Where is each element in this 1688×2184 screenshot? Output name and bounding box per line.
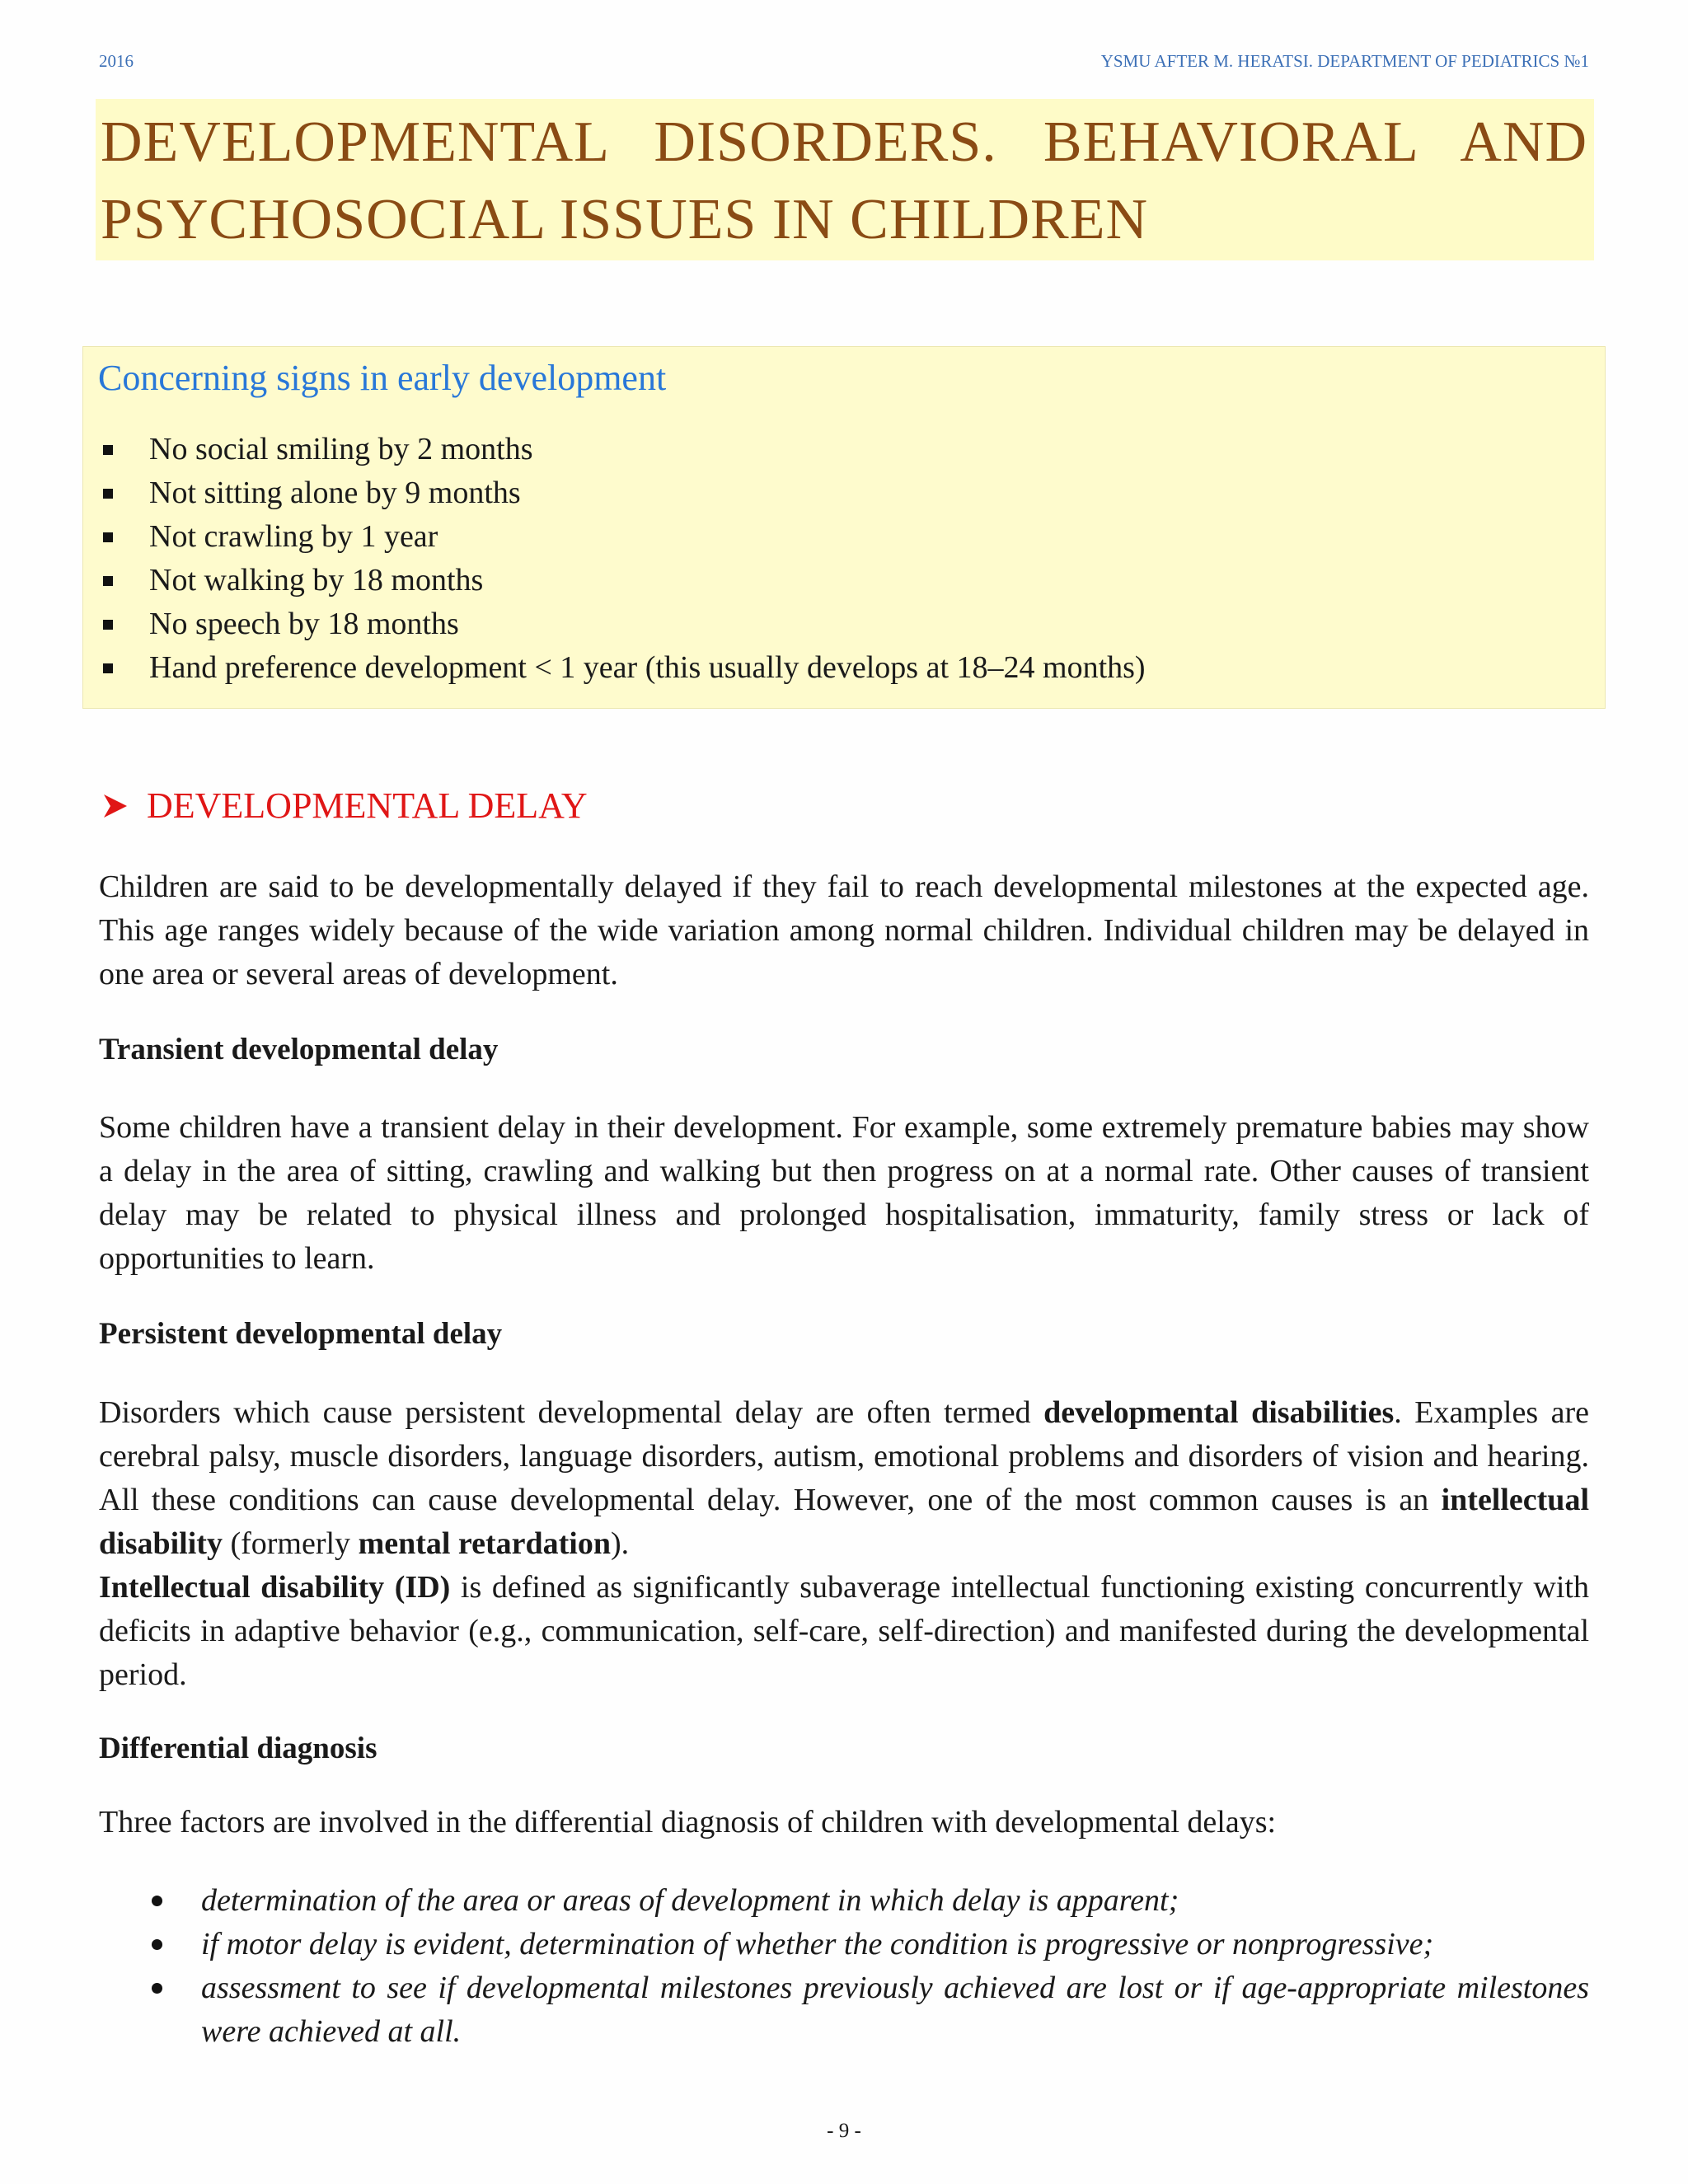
bold-term: mental retardation bbox=[358, 1526, 611, 1561]
square-bullet-icon bbox=[103, 620, 113, 630]
list-item bbox=[100, 428, 1146, 471]
id-definition-paragraph bbox=[99, 1566, 1589, 1697]
square-bullet-icon bbox=[103, 576, 113, 586]
round-bullet-icon bbox=[152, 1939, 162, 1950]
concerning-signs-heading: Concerning signs in early development bbox=[98, 358, 667, 398]
list-item-text: if motor delay is evident, determination of whether the condition is progressive or nonprogressive; bbox=[201, 1927, 1434, 1961]
persistent-heading: Persistent developmental delay bbox=[99, 1317, 503, 1351]
list-item-text: Not crawling by 1 year bbox=[149, 519, 438, 554]
list-item-text: Hand preference development < 1 year (this usually develops at 18–24 months) bbox=[149, 650, 1146, 685]
section-heading bbox=[99, 785, 588, 834]
bold-term: developmental disabilities bbox=[1043, 1395, 1395, 1430]
title-banner bbox=[96, 99, 1594, 260]
square-bullet-icon bbox=[103, 445, 113, 455]
header-organization: YSMU AFTER M. HERATSI. DEPARTMENT OF PEDIATRICS №1 bbox=[1100, 51, 1589, 71]
list-item-text: Not walking by 18 months bbox=[149, 563, 484, 598]
concerning-signs-box bbox=[82, 346, 1606, 709]
list-item bbox=[100, 559, 1146, 602]
round-bullet-icon bbox=[152, 1896, 162, 1906]
list-item-text: assessment to see if developmental milestones previously achieved are lost or if age-appropriate milestones were achieved at all. bbox=[201, 1971, 1589, 2049]
arrowhead-bullet-icon bbox=[99, 790, 132, 823]
list-item bbox=[99, 1966, 1589, 2054]
concerning-signs-list bbox=[100, 428, 1146, 690]
list-item bbox=[100, 515, 1146, 559]
transient-heading: Transient developmental delay bbox=[99, 1033, 499, 1066]
list-item bbox=[99, 1879, 1589, 1923]
square-bullet-icon bbox=[103, 663, 113, 673]
page-title-line-2: PSYCHOSOCIAL ISSUES IN CHILDREN bbox=[101, 188, 1149, 251]
intro-paragraph: Children are said to be developmentally delayed if they fail to reach developmental milestones at the expected age. This age ranges widely because of the wide variation among normal children. Individual children may be delayed in one area or several areas of development. bbox=[99, 869, 1589, 991]
page-number: - 9 - bbox=[827, 2120, 861, 2142]
bold-term: Intellectual disability (ID) bbox=[99, 1570, 451, 1605]
page-title-line-1: DEVELOPMENTAL DISORDERS. BEHAVIORAL AND bbox=[101, 110, 1587, 174]
page-header bbox=[99, 51, 1589, 76]
round-bullet-icon bbox=[152, 1983, 162, 1994]
list-item bbox=[100, 602, 1146, 646]
differential-heading: Differential diagnosis bbox=[99, 1732, 377, 1765]
list-item-text: Not sitting alone by 9 months bbox=[149, 476, 521, 510]
differential-list bbox=[99, 1879, 1589, 2054]
text-run: . Examples are cerebral palsy, muscle disorders, language disorders, autism, emotional problems and disorders of vision and hearing. All these conditions can cause developmental delay. However, one of the most common causes is an bbox=[99, 1395, 1590, 1517]
list-item bbox=[99, 1923, 1589, 1966]
text-run: is defined as significantly subaverage intellectual functioning existing concurrently with deficits in adaptive behavior (e.g., communication, self-care, self-direction) and manifested during the developmental period. bbox=[99, 1570, 1589, 1692]
differential-intro: Three factors are involved in the differential diagnosis of children with developmental delays: bbox=[99, 1805, 1277, 1840]
list-item bbox=[100, 471, 1146, 515]
list-item bbox=[100, 646, 1146, 690]
bold-term: intellectual disability bbox=[99, 1483, 1589, 1561]
text-run: (formerly bbox=[222, 1526, 359, 1561]
list-item-text: No social smiling by 2 months bbox=[149, 432, 533, 466]
text-run: Disorders which cause persistent developmental delay are often termed bbox=[99, 1395, 1044, 1430]
text-run: ). bbox=[610, 1526, 630, 1561]
list-item-text: determination of the area or areas of development in which delay is apparent; bbox=[201, 1883, 1179, 1918]
square-bullet-icon bbox=[103, 532, 113, 542]
square-bullet-icon bbox=[103, 489, 113, 499]
header-year: 2016 bbox=[99, 51, 134, 71]
section-heading-text: DEVELOPMENTAL DELAY bbox=[147, 785, 588, 826]
transient-paragraph: Some children have a transient delay in their development. For example, some extremely premature babies may show a delay in the area of sitting, crawling and walking but then progress on at a normal rate. Other causes of transient delay may be related to physical illness and prolonged hospitalisation, immaturity, family stress or lack of opportunities to learn. bbox=[99, 1110, 1589, 1276]
persistent-paragraph bbox=[99, 1391, 1589, 1566]
list-item-text: No speech by 18 months bbox=[149, 607, 459, 641]
